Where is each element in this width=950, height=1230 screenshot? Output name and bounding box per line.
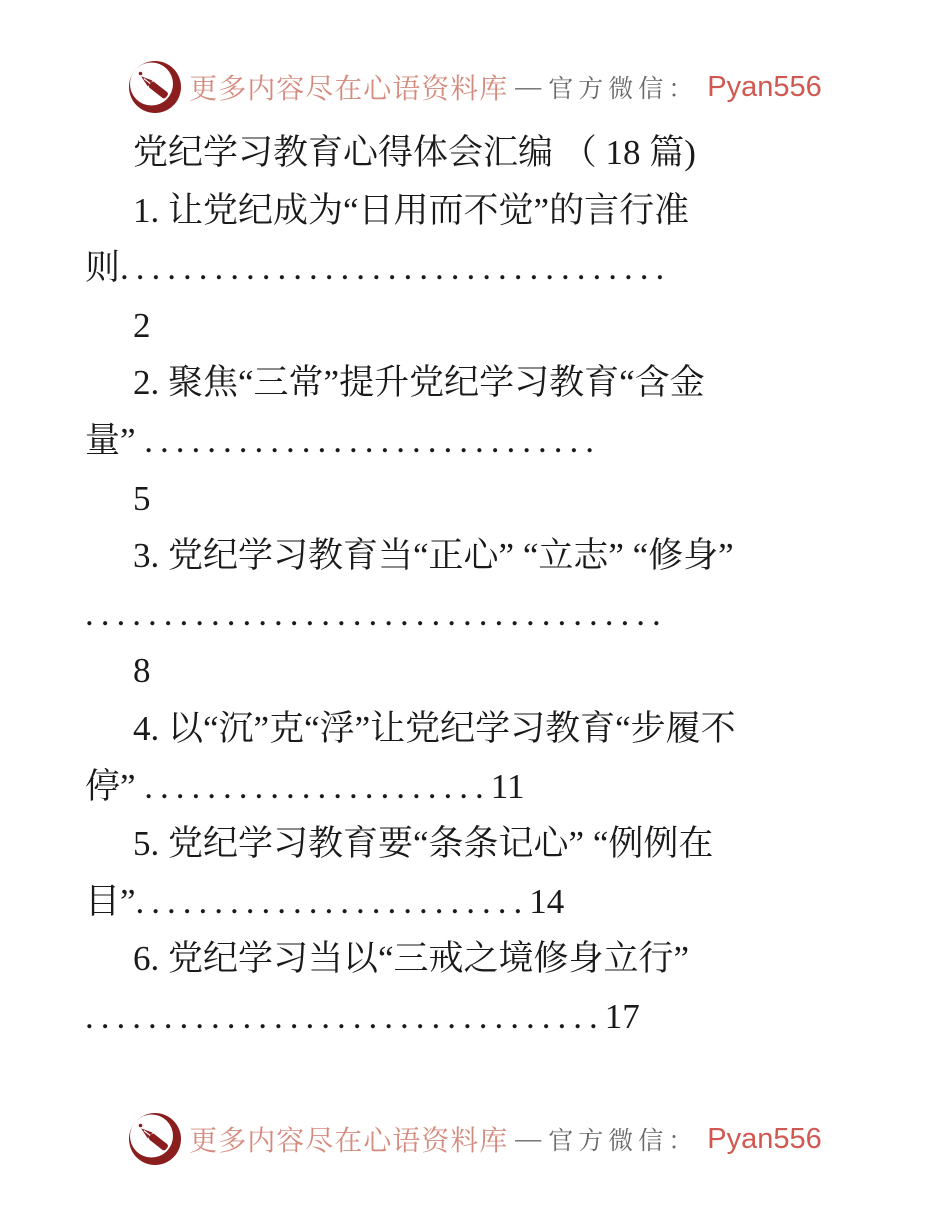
brand-slogan: 更多内容尽在心语资料库 bbox=[189, 1126, 509, 1157]
toc-leader-line bbox=[85, 873, 875, 931]
line-text: 1. 让党纪成为“日用而不觉”的言行准 bbox=[133, 190, 690, 230]
toc-entry-line bbox=[85, 527, 875, 585]
toc-dot-leader: ............................. bbox=[144, 420, 602, 460]
toc-page-number: 14 bbox=[529, 881, 565, 921]
pen-circle-logo-icon bbox=[128, 60, 182, 114]
wechat-label: 官方微信： bbox=[548, 1128, 699, 1155]
toc-leader-line bbox=[85, 988, 875, 1046]
line-text: 党纪学习教育心得体会汇编 （ 18 篇) bbox=[133, 133, 696, 172]
line-text: 目” bbox=[85, 881, 136, 921]
toc-dot-leader: ................................. bbox=[85, 996, 605, 1036]
line-text: 停” bbox=[85, 766, 145, 806]
line-text: 8 bbox=[133, 651, 151, 691]
line-text: 2 bbox=[133, 305, 151, 345]
toc-leader-line bbox=[85, 239, 875, 297]
line-text: 5. 党纪学习教育要“条条记心” “例例在 bbox=[133, 824, 714, 864]
line-text: 6. 党纪学习当以“三戒之境修身立行” bbox=[133, 939, 690, 979]
pen-circle-logo-icon bbox=[128, 1112, 182, 1166]
toc-entry-line bbox=[85, 930, 875, 988]
document-title bbox=[85, 124, 875, 182]
toc-dot-leader: ......................... bbox=[135, 881, 530, 921]
brand-footer bbox=[0, 1112, 950, 1166]
line-text: 量” bbox=[85, 420, 145, 460]
brand-dash: — bbox=[515, 1124, 542, 1153]
toc-dot-leader: ..................................... bbox=[85, 593, 668, 633]
toc-leader-line bbox=[85, 412, 875, 470]
brand-header bbox=[0, 60, 950, 114]
toc-entry-line bbox=[85, 700, 875, 758]
toc-page-number-line bbox=[85, 642, 875, 700]
line-text: 3. 党纪学习教育当“正心” “立志” “修身” bbox=[133, 536, 734, 576]
toc-entry-line bbox=[85, 182, 875, 240]
toc-page-number: 17 bbox=[604, 996, 640, 1036]
toc-entry-line bbox=[85, 815, 875, 873]
line-text: 2. 聚焦“三常”提升党纪学习教育“含金 bbox=[133, 363, 705, 403]
toc-page-number-line bbox=[85, 470, 875, 528]
brand-slogan: 更多内容尽在心语资料库 bbox=[189, 74, 509, 105]
toc-page-number: 11 bbox=[490, 766, 525, 806]
toc-dot-leader: ................................... bbox=[120, 248, 672, 288]
wechat-id: Pyan556 bbox=[707, 1122, 822, 1155]
document-body bbox=[85, 124, 875, 1046]
toc-page-number-line bbox=[85, 297, 875, 355]
brand-dash: — bbox=[515, 72, 542, 101]
line-text: 则 bbox=[85, 248, 121, 288]
line-text: 4. 以“沉”克“浮”让党纪学习教育“步履不 bbox=[133, 708, 736, 748]
line-text: 5 bbox=[133, 478, 151, 518]
toc-leader-line bbox=[85, 585, 875, 643]
toc-dot-leader: ...................... bbox=[144, 766, 491, 806]
wechat-id: Pyan556 bbox=[707, 70, 822, 103]
toc-leader-line bbox=[85, 758, 875, 816]
wechat-label: 官方微信： bbox=[548, 76, 699, 103]
toc-entry-line bbox=[85, 354, 875, 412]
